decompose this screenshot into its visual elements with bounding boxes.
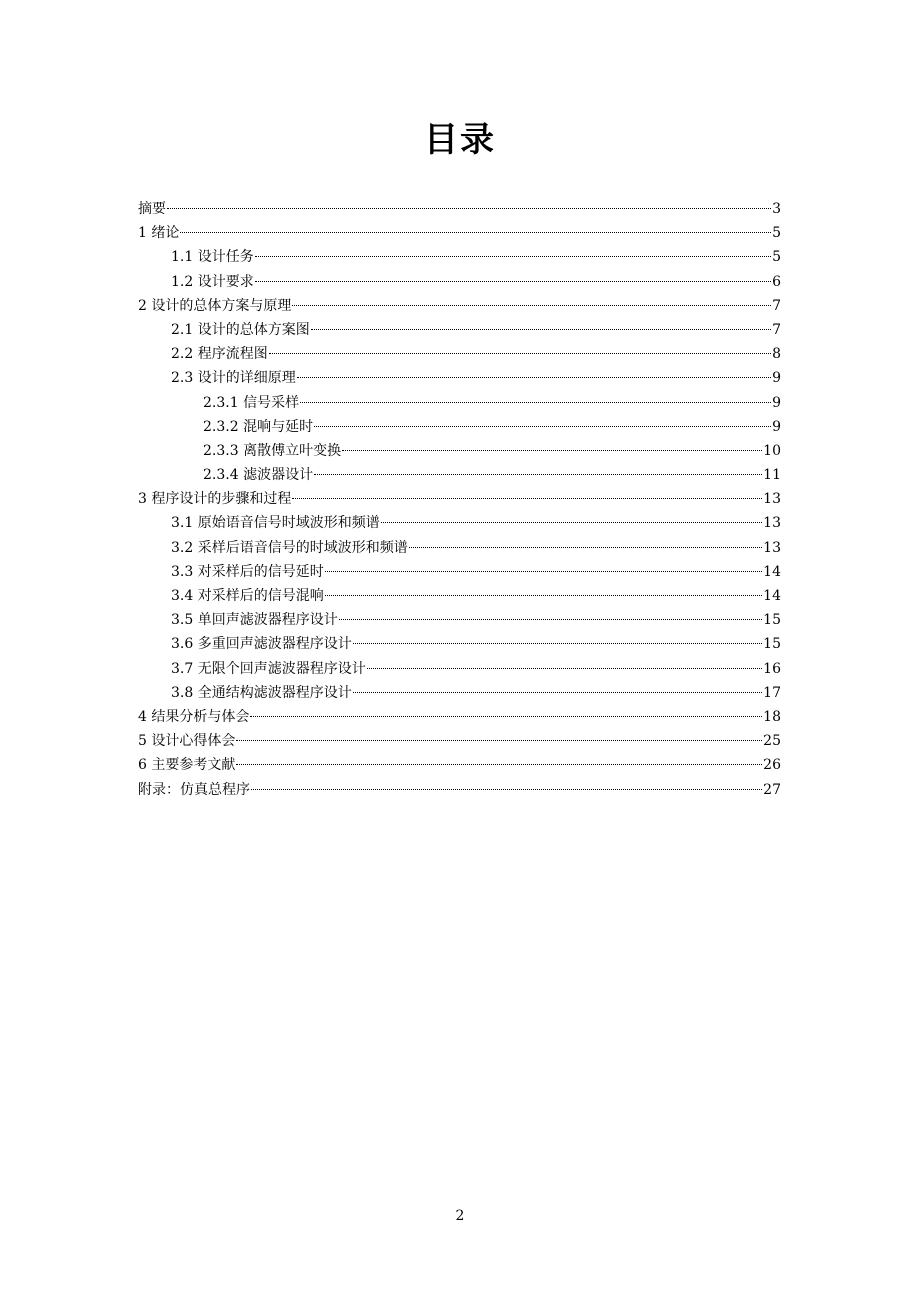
toc-entry-label: 3.7 无限个回声滤波器程序设计 <box>171 660 366 677</box>
toc-dot-leader <box>300 402 771 403</box>
toc-entry-page: 25 <box>763 733 781 750</box>
toc-dot-leader <box>325 571 762 572</box>
toc-dot-leader <box>339 619 762 620</box>
toc-entry[interactable] <box>138 681 781 705</box>
toc-entry[interactable] <box>138 608 781 632</box>
toc-entry-label: 2.3 设计的详细原理 <box>171 370 296 387</box>
toc-entry[interactable] <box>138 342 781 366</box>
toc-entry-page: 15 <box>763 636 781 653</box>
toc-entry-label: 3.3 对采样后的信号延时 <box>171 563 324 580</box>
toc-entry[interactable] <box>138 221 781 245</box>
toc-dot-leader <box>236 740 762 741</box>
toc-entry-page: 14 <box>763 588 781 604</box>
toc-entry-page: 5 <box>772 249 781 266</box>
toc-dot-leader <box>167 208 771 209</box>
toc-entry-page: 7 <box>772 297 781 314</box>
toc-entry-label: 3 程序设计的步骤和过程 <box>138 491 292 508</box>
toc-entry-page: 9 <box>772 370 781 387</box>
toc-dot-leader <box>255 281 771 282</box>
toc-entry[interactable] <box>138 463 781 487</box>
toc-entry[interactable] <box>138 729 781 753</box>
toc-entry[interactable] <box>138 705 781 729</box>
toc-entry-page: 15 <box>763 612 781 629</box>
toc-entry-label: 附录：仿真总程序 <box>138 781 250 798</box>
toc-entry[interactable] <box>138 245 781 269</box>
toc-entry[interactable] <box>138 584 781 608</box>
toc-entry-label: 6 主要参考文献 <box>138 757 236 774</box>
toc-entry-label: 2.2 程序流程图 <box>171 346 268 363</box>
toc-entry-label: 1.2 设计要求 <box>171 273 254 290</box>
toc-entry-page: 13 <box>763 539 781 556</box>
table-of-contents <box>138 197 781 802</box>
toc-dot-leader <box>311 329 771 330</box>
toc-entry-label: 2.1 设计的总体方案图 <box>171 321 310 338</box>
toc-entry-label: 3.2 采样后语音信号的时域波形和频谱 <box>171 539 408 556</box>
toc-dot-leader <box>314 426 771 427</box>
toc-entry[interactable] <box>138 415 781 439</box>
toc-entry-page: 7 <box>772 321 781 338</box>
toc-dot-leader <box>292 305 771 306</box>
toc-entry[interactable] <box>138 318 781 342</box>
toc-entry-label: 2.3.2 混响与延时 <box>203 418 314 435</box>
toc-entry-label: 摘要 <box>138 201 166 217</box>
toc-entry-page: 5 <box>772 225 781 242</box>
toc-entry-page: 3 <box>772 201 781 217</box>
toc-dot-leader <box>325 595 762 596</box>
toc-dot-leader <box>342 450 762 451</box>
toc-dot-leader <box>353 643 762 644</box>
toc-entry[interactable] <box>138 294 781 318</box>
toc-entry-page: 8 <box>772 346 781 363</box>
toc-dot-leader <box>314 474 762 475</box>
toc-entry-page: 17 <box>763 684 781 701</box>
toc-entry[interactable] <box>138 778 781 802</box>
toc-entry-label: 3.6 多重回声滤波器程序设计 <box>171 636 352 653</box>
toc-entry-label: 5 设计心得体会 <box>138 733 236 750</box>
toc-entry[interactable] <box>138 270 781 294</box>
toc-entry[interactable] <box>138 560 781 584</box>
toc-entry[interactable] <box>138 197 781 221</box>
toc-entry-label: 1 绪论 <box>138 225 180 242</box>
toc-entry-page: 27 <box>763 781 781 798</box>
toc-entry[interactable] <box>138 439 781 463</box>
toc-entry-page: 26 <box>763 757 781 774</box>
toc-dot-leader <box>269 353 771 354</box>
toc-entry-page: 6 <box>772 273 781 290</box>
toc-entry-label: 3.5 单回声滤波器程序设计 <box>171 612 338 629</box>
toc-dot-leader <box>381 522 762 523</box>
page-number: 2 <box>455 1208 465 1224</box>
toc-dot-leader <box>236 764 762 765</box>
toc-dot-leader <box>292 498 762 499</box>
toc-entry[interactable] <box>138 391 781 415</box>
toc-entry-label: 4 结果分析与体会 <box>138 708 250 725</box>
toc-dot-leader <box>409 547 762 548</box>
toc-entry[interactable] <box>138 632 781 656</box>
toc-entry-page: 9 <box>772 418 781 435</box>
toc-entry[interactable] <box>138 366 781 390</box>
toc-entry[interactable] <box>138 487 781 511</box>
toc-entry-label: 2.3.3 离散傅立叶变换 <box>203 442 342 459</box>
toc-entry[interactable] <box>138 511 781 535</box>
toc-entry-page: 11 <box>763 467 781 484</box>
page-title: 目录 <box>424 120 496 160</box>
toc-dot-leader <box>251 789 762 790</box>
toc-entry-label: 2.3.4 滤波器设计 <box>203 467 314 484</box>
toc-entry-page: 16 <box>763 660 781 677</box>
toc-dot-leader <box>367 668 762 669</box>
toc-entry-label: 3.8 全通结构滤波器程序设计 <box>171 684 352 701</box>
toc-entry-page: 14 <box>763 563 781 580</box>
toc-entry-page: 13 <box>763 515 781 532</box>
toc-entry-label: 3.4 对采样后的信号混响 <box>171 588 324 604</box>
toc-entry[interactable] <box>138 536 781 560</box>
toc-entry-page: 18 <box>763 708 781 725</box>
toc-entry-page: 10 <box>763 442 781 459</box>
toc-dot-leader <box>250 716 762 717</box>
toc-entry[interactable] <box>138 753 781 777</box>
toc-dot-leader <box>255 256 771 257</box>
toc-entry-label: 1.1 设计任务 <box>171 249 254 266</box>
toc-entry-page: 13 <box>763 491 781 508</box>
toc-entry-label: 2 设计的总体方案与原理 <box>138 297 292 314</box>
toc-entry[interactable] <box>138 657 781 681</box>
toc-entry-label: 2.3.1 信号采样 <box>203 394 300 411</box>
toc-entry-label: 3.1 原始语音信号时域波形和频谱 <box>171 515 380 532</box>
toc-dot-leader <box>180 232 771 233</box>
toc-entry-page: 9 <box>772 394 781 411</box>
toc-dot-leader <box>297 377 771 378</box>
toc-dot-leader <box>353 692 762 693</box>
